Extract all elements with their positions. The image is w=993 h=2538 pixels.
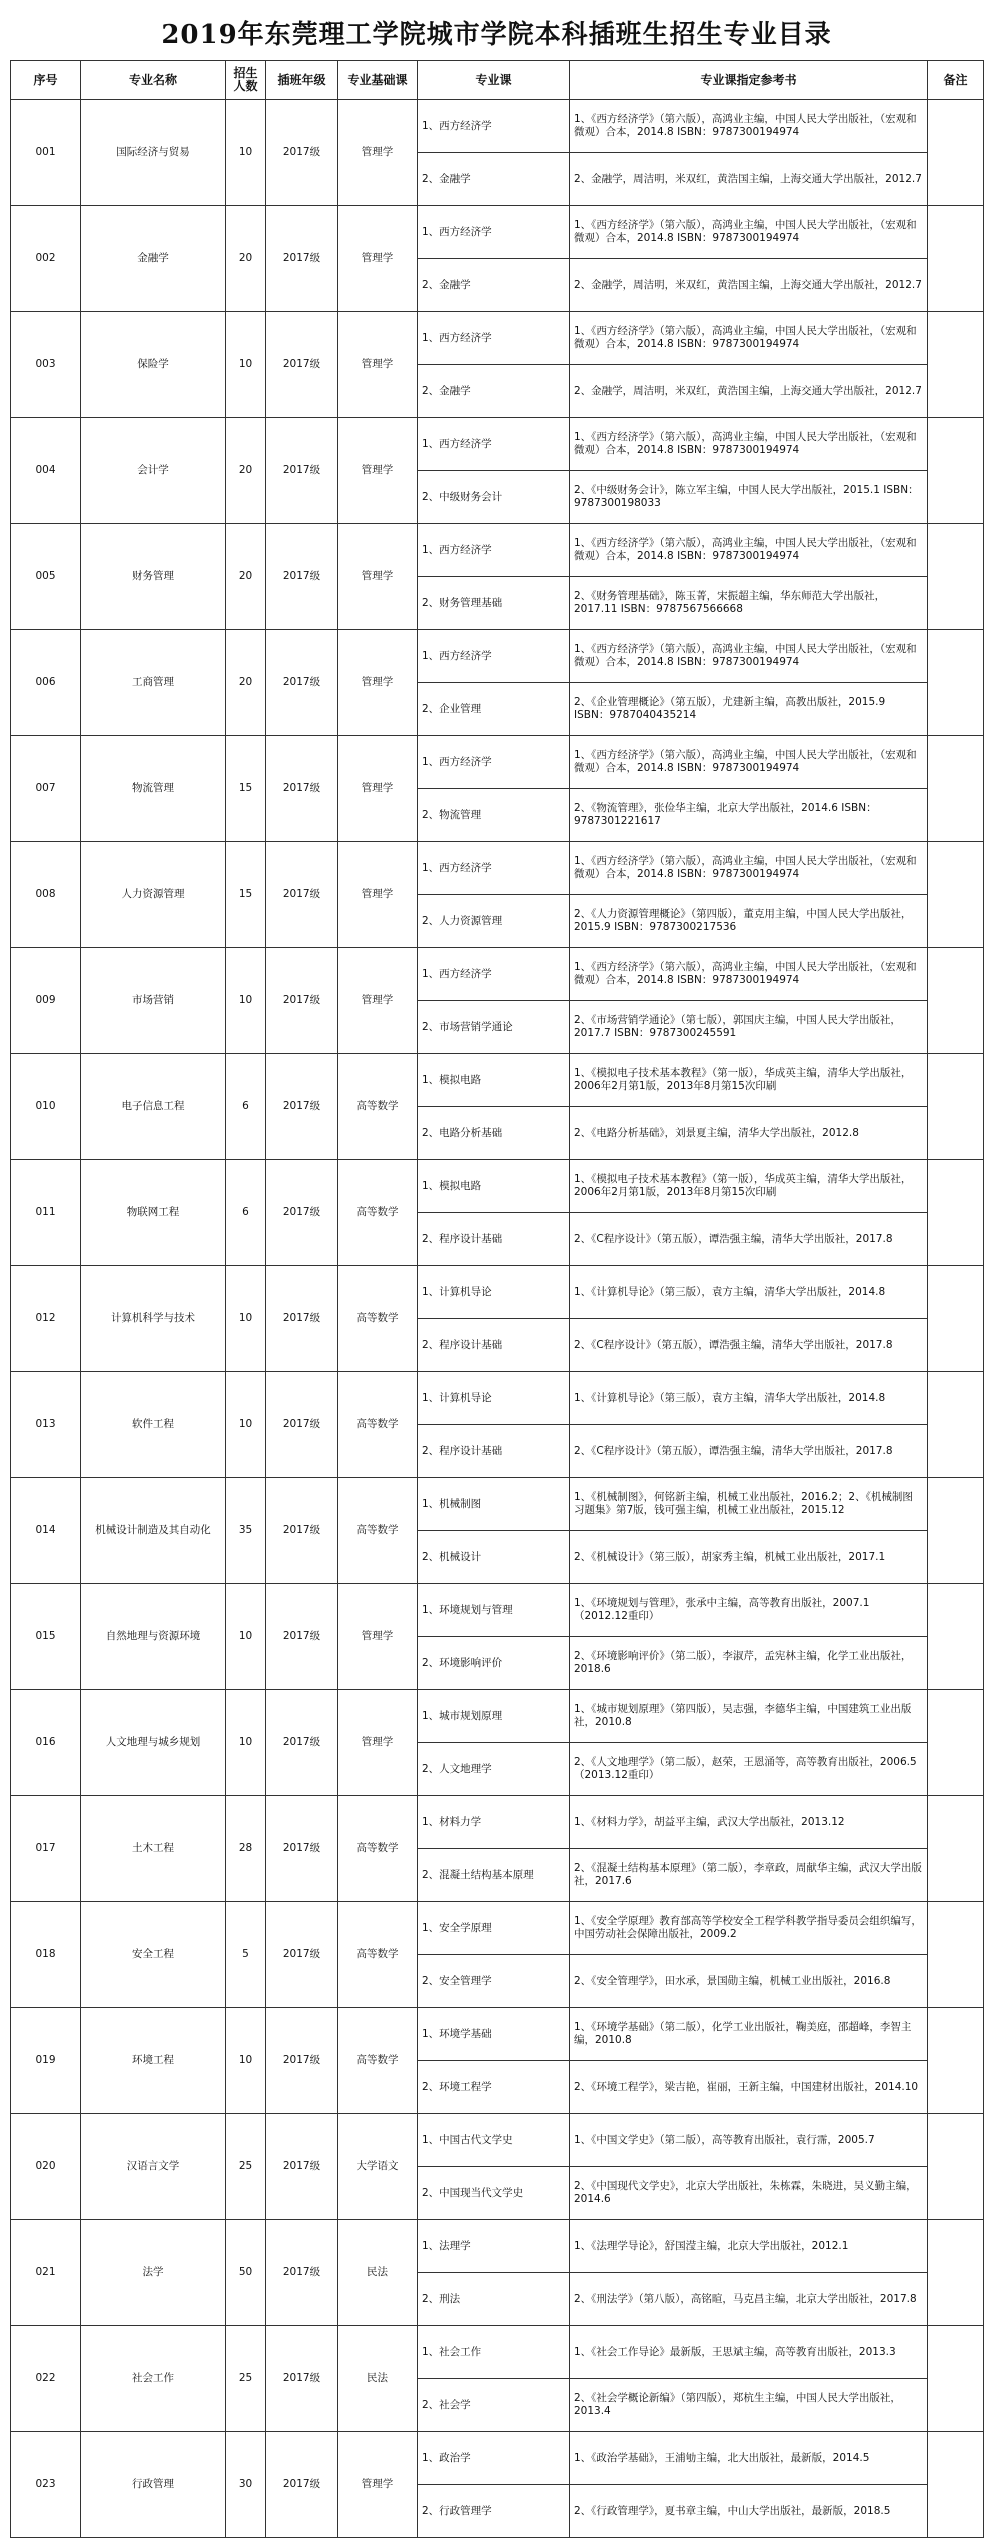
- major-course: 2、中级财务会计: [418, 471, 570, 524]
- reference-book: 1、《环境规划与管理》，张承中主编，高等教育出版社，2007.1（2012.12重印）: [570, 1584, 928, 1637]
- major-course: 1、政治学: [418, 2432, 570, 2485]
- transfer-grade: 2017级: [266, 2432, 338, 2538]
- col-header-course: 专业课: [418, 61, 570, 100]
- reference-book: 2、《电路分析基础》，刘景夏主编，清华大学出版社，2012.8: [570, 1107, 928, 1160]
- major-course: 1、中国古代文学史: [418, 2114, 570, 2167]
- reference-book: 2、《社会学概论新编》（第四版），郑杭生主编，中国人民大学出版社，2013.4: [570, 2379, 928, 2432]
- reference-book: 1、《西方经济学》（第六版），高鸿业主编，中国人民大学出版社，（宏观和微观）合本，2014.8 ISBN：9787300194974: [570, 630, 928, 683]
- reference-book: 1、《政治学基础》，王浦劬主编，北大出版社，最新版，2014.5: [570, 2432, 928, 2485]
- table-row: [11, 1902, 984, 1955]
- reference-book: 1、《西方经济学》（第六版），高鸿业主编，中国人民大学出版社，（宏观和微观）合本，2014.8 ISBN：9787300194974: [570, 736, 928, 789]
- major-name: 土木工程: [81, 1796, 226, 1902]
- enrollment-count: 6: [226, 1054, 266, 1160]
- major-course: 2、环境影响评价: [418, 1637, 570, 1690]
- transfer-grade: 2017级: [266, 206, 338, 312]
- major-course: 1、西方经济学: [418, 736, 570, 789]
- transfer-grade: 2017级: [266, 2220, 338, 2326]
- major-course: 1、法理学: [418, 2220, 570, 2273]
- reference-book: 1、《模拟电子技术基本教程》（第一版），华成英主编，清华大学出版社，2006年2月第1版，2013年8月第15次印刷: [570, 1160, 928, 1213]
- remark-cell: [928, 1690, 984, 1796]
- table-row: [11, 524, 984, 577]
- table-row: [11, 2220, 984, 2273]
- remark-cell: [928, 2326, 984, 2432]
- major-course: 2、人力资源管理: [418, 895, 570, 948]
- transfer-grade: 2017级: [266, 418, 338, 524]
- enrollment-count: 10: [226, 1266, 266, 1372]
- transfer-grade: 2017级: [266, 736, 338, 842]
- base-course: 管理学: [338, 2432, 418, 2538]
- enrollment-count: 20: [226, 524, 266, 630]
- major-course: 2、中国现当代文学史: [418, 2167, 570, 2220]
- remark-cell: [928, 630, 984, 736]
- major-name: 电子信息工程: [81, 1054, 226, 1160]
- remark-cell: [928, 1266, 984, 1372]
- transfer-grade: 2017级: [266, 1796, 338, 1902]
- major-course: 1、环境学基础: [418, 2008, 570, 2061]
- reference-book: 1、《西方经济学》（第六版），高鸿业主编，中国人民大学出版社，（宏观和微观）合本，2014.8 ISBN：9787300194974: [570, 524, 928, 577]
- major-name: 法学: [81, 2220, 226, 2326]
- row-number: 012: [11, 1266, 81, 1372]
- remark-cell: [928, 1902, 984, 2008]
- major-course: 1、西方经济学: [418, 100, 570, 153]
- remark-cell: [928, 2008, 984, 2114]
- row-number: 004: [11, 418, 81, 524]
- major-name: 会计学: [81, 418, 226, 524]
- table-row: [11, 2326, 984, 2379]
- remark-cell: [928, 312, 984, 418]
- enrollment-count: 10: [226, 100, 266, 206]
- major-course: 2、企业管理: [418, 683, 570, 736]
- reference-book: 2、《财务管理基础》，陈玉菁，宋振超主编，华东师范大学出版社，2017.11 ISBN：9787567566668: [570, 577, 928, 630]
- table-row: [11, 1054, 984, 1107]
- base-course: 管理学: [338, 948, 418, 1054]
- remark-cell: [928, 2432, 984, 2538]
- col-header-count: 招生人数: [226, 61, 266, 100]
- remark-cell: [928, 206, 984, 312]
- row-number: 010: [11, 1054, 81, 1160]
- transfer-grade: 2017级: [266, 100, 338, 206]
- enrollment-count: 10: [226, 1584, 266, 1690]
- reference-book: 1、《城市规划原理》（第四版），吴志强，李德华主编，中国建筑工业出版社，2010.8: [570, 1690, 928, 1743]
- table-row: [11, 736, 984, 789]
- enrollment-count: 6: [226, 1160, 266, 1266]
- major-course: 2、电路分析基础: [418, 1107, 570, 1160]
- reference-book: 2、《刑法学》（第八版），高铭暄，马克昌主编，北京大学出版社，2017.8: [570, 2273, 928, 2326]
- major-name: 社会工作: [81, 2326, 226, 2432]
- row-number: 008: [11, 842, 81, 948]
- transfer-grade: 2017级: [266, 1160, 338, 1266]
- table-row: [11, 1160, 984, 1213]
- reference-book: 1、《西方经济学》（第六版），高鸿业主编，中国人民大学出版社，（宏观和微观）合本，2014.8 ISBN：9787300194974: [570, 842, 928, 895]
- remark-cell: [928, 1796, 984, 1902]
- remark-cell: [928, 418, 984, 524]
- reference-book: 2、金融学，周洁明，米双红，黄浩国主编，上海交通大学出版社，2012.7: [570, 365, 928, 418]
- transfer-grade: 2017级: [266, 312, 338, 418]
- table-row: [11, 312, 984, 365]
- reference-book: 1、《计算机导论》（第三版），袁方主编，清华大学出版社，2014.8: [570, 1372, 928, 1425]
- major-name: 行政管理: [81, 2432, 226, 2538]
- row-number: 016: [11, 1690, 81, 1796]
- base-course: 管理学: [338, 206, 418, 312]
- base-course: 管理学: [338, 1584, 418, 1690]
- col-header-remark: 备注: [928, 61, 984, 100]
- reference-book: 2、《C程序设计》（第五版），谭浩强主编，清华大学出版社，2017.8: [570, 1213, 928, 1266]
- major-course: 2、环境工程学: [418, 2061, 570, 2114]
- reference-book: 2、《人力资源管理概论》（第四版），董克用主编，中国人民大学出版社，2015.9 ISBN：9787300217536: [570, 895, 928, 948]
- base-course: 管理学: [338, 1690, 418, 1796]
- row-number: 018: [11, 1902, 81, 2008]
- major-course: 1、模拟电路: [418, 1160, 570, 1213]
- major-course: 2、财务管理基础: [418, 577, 570, 630]
- transfer-grade: 2017级: [266, 842, 338, 948]
- base-course: 高等数学: [338, 1372, 418, 1478]
- major-name: 环境工程: [81, 2008, 226, 2114]
- major-course: 1、计算机导论: [418, 1266, 570, 1319]
- transfer-grade: 2017级: [266, 1902, 338, 2008]
- reference-book: 2、《C程序设计》（第五版），谭浩强主编，清华大学出版社，2017.8: [570, 1319, 928, 1372]
- enrollment-count: 20: [226, 206, 266, 312]
- reference-book: 2、《中级财务会计》，陈立军主编，中国人民大学出版社，2015.1 ISBN：9787300198033: [570, 471, 928, 524]
- base-course: 民法: [338, 2326, 418, 2432]
- enrollment-count: 20: [226, 630, 266, 736]
- col-header-book: 专业课指定参考书: [570, 61, 928, 100]
- major-course: 1、西方经济学: [418, 418, 570, 471]
- reference-book: 1、《西方经济学》（第六版），高鸿业主编，中国人民大学出版社，（宏观和微观）合本，2014.8 ISBN：9787300194974: [570, 948, 928, 1001]
- major-course: 2、物流管理: [418, 789, 570, 842]
- reference-book: 1、《材料力学》，胡益平主编，武汉大学出版社，2013.12: [570, 1796, 928, 1849]
- reference-book: 1、《西方经济学》（第六版），高鸿业主编，中国人民大学出版社，（宏观和微观）合本，2014.8 ISBN：9787300194974: [570, 418, 928, 471]
- enrollment-count: 28: [226, 1796, 266, 1902]
- enrollment-count: 10: [226, 2008, 266, 2114]
- table-body: [11, 100, 984, 2538]
- reference-book: 1、《西方经济学》（第六版），高鸿业主编，中国人民大学出版社，（宏观和微观）合本，2014.8 ISBN：9787300194974: [570, 312, 928, 365]
- row-number: 002: [11, 206, 81, 312]
- major-course: 1、材料力学: [418, 1796, 570, 1849]
- base-course: 管理学: [338, 842, 418, 948]
- remark-cell: [928, 842, 984, 948]
- remark-cell: [928, 2114, 984, 2220]
- reference-book: 2、《安全管理学》，田水承，景国勋主编，机械工业出版社，2016.8: [570, 1955, 928, 2008]
- reference-book: 1、《安全学原理》教育部高等学校安全工程学科教学指导委员会组织编写，中国劳动社会保障出版社，2009.2: [570, 1902, 928, 1955]
- remark-cell: [928, 1160, 984, 1266]
- major-course: 2、安全管理学: [418, 1955, 570, 2008]
- reference-book: 2、金融学，周洁明，米双红，黄浩国主编，上海交通大学出版社，2012.7: [570, 153, 928, 206]
- reference-book: 2、《机械设计》（第三版），胡家秀主编，机械工业出版社，2017.1: [570, 1531, 928, 1584]
- table-row: [11, 1266, 984, 1319]
- reference-book: 2、《环境工程学》，梁吉艳，崔丽，王新主编，中国建材出版社，2014.10: [570, 2061, 928, 2114]
- major-course: 1、城市规划原理: [418, 1690, 570, 1743]
- reference-book: 1、《西方经济学》（第六版），高鸿业主编，中国人民大学出版社，（宏观和微观）合本，2014.8 ISBN：9787300194974: [570, 100, 928, 153]
- base-course: 高等数学: [338, 1054, 418, 1160]
- base-course: 高等数学: [338, 2008, 418, 2114]
- reference-book: 2、《市场营销学通论》（第七版），郭国庆主编，中国人民大学出版社，2017.7 ISBN：9787300245591: [570, 1001, 928, 1054]
- major-course: 1、安全学原理: [418, 1902, 570, 1955]
- reference-book: 1、《社会工作导论》最新版，王思斌主编，高等教育出版社，2013.3: [570, 2326, 928, 2379]
- major-name: 市场营销: [81, 948, 226, 1054]
- row-number: 007: [11, 736, 81, 842]
- reference-book: 1、《机械制图》，何铭新主编，机械工业出版社，2016.2；2、《机械制图习题集》第7版，钱可强主编，机械工业出版社，2015.12: [570, 1478, 928, 1531]
- row-number: 015: [11, 1584, 81, 1690]
- enrollment-count: 25: [226, 2326, 266, 2432]
- transfer-grade: 2017级: [266, 630, 338, 736]
- col-header-grade: 插班年级: [266, 61, 338, 100]
- row-number: 021: [11, 2220, 81, 2326]
- table-row: [11, 2008, 984, 2061]
- enrollment-count: 15: [226, 842, 266, 948]
- enrollment-count: 20: [226, 418, 266, 524]
- transfer-grade: 2017级: [266, 1690, 338, 1796]
- enrollment-count: 35: [226, 1478, 266, 1584]
- base-course: 管理学: [338, 418, 418, 524]
- reference-book: 2、《环境影响评价》（第二版），李淑芹，孟宪林主编，化学工业出版社，2018.6: [570, 1637, 928, 1690]
- major-course: 2、金融学: [418, 259, 570, 312]
- major-name: 软件工程: [81, 1372, 226, 1478]
- major-name: 物流管理: [81, 736, 226, 842]
- row-number: 005: [11, 524, 81, 630]
- table-row: [11, 1690, 984, 1743]
- transfer-grade: 2017级: [266, 1266, 338, 1372]
- remark-cell: [928, 948, 984, 1054]
- major-course: 2、机械设计: [418, 1531, 570, 1584]
- base-course: 民法: [338, 2220, 418, 2326]
- enrollment-count: 10: [226, 948, 266, 1054]
- enrollment-count: 5: [226, 1902, 266, 2008]
- transfer-grade: 2017级: [266, 1372, 338, 1478]
- base-course: 管理学: [338, 736, 418, 842]
- remark-cell: [928, 100, 984, 206]
- reference-book: 2、《中国现代文学史》，北京大学出版社，朱栋霖，朱晓进，吴义勤主编，2014.6: [570, 2167, 928, 2220]
- major-name: 安全工程: [81, 1902, 226, 2008]
- remark-cell: [928, 1584, 984, 1690]
- row-number: 022: [11, 2326, 81, 2432]
- reference-book: 2、《行政管理学》，夏书章主编，中山大学出版社，最新版，2018.5: [570, 2485, 928, 2538]
- table-row: [11, 842, 984, 895]
- reference-book: 2、金融学，周洁明，米双红，黄浩国主编，上海交通大学出版社，2012.7: [570, 259, 928, 312]
- table-row: [11, 2432, 984, 2485]
- transfer-grade: 2017级: [266, 948, 338, 1054]
- table-row: [11, 630, 984, 683]
- major-course: 1、环境规划与管理: [418, 1584, 570, 1637]
- row-number: 009: [11, 948, 81, 1054]
- transfer-grade: 2017级: [266, 2114, 338, 2220]
- table-row: [11, 1372, 984, 1425]
- remark-cell: [928, 2220, 984, 2326]
- major-course: 1、西方经济学: [418, 630, 570, 683]
- row-number: 014: [11, 1478, 81, 1584]
- major-course: 2、社会学: [418, 2379, 570, 2432]
- major-course: 1、西方经济学: [418, 206, 570, 259]
- major-name: 物联网工程: [81, 1160, 226, 1266]
- transfer-grade: 2017级: [266, 2008, 338, 2114]
- major-course: 2、金融学: [418, 365, 570, 418]
- remark-cell: [928, 1478, 984, 1584]
- enrollment-count: 50: [226, 2220, 266, 2326]
- reference-book: 1、《西方经济学》（第六版），高鸿业主编，中国人民大学出版社，（宏观和微观）合本，2014.8 ISBN：9787300194974: [570, 206, 928, 259]
- major-name: 工商管理: [81, 630, 226, 736]
- col-header-base-course: 专业基础课: [338, 61, 418, 100]
- row-number: 017: [11, 1796, 81, 1902]
- major-course: 1、模拟电路: [418, 1054, 570, 1107]
- row-number: 020: [11, 2114, 81, 2220]
- enrollment-count: 25: [226, 2114, 266, 2220]
- reference-book: 1、《法理学导论》，舒国滢主编，北京大学出版社，2012.1: [570, 2220, 928, 2273]
- major-course: 1、计算机导论: [418, 1372, 570, 1425]
- enrollment-count: 10: [226, 1690, 266, 1796]
- table-row: [11, 100, 984, 153]
- major-name: 金融学: [81, 206, 226, 312]
- base-course: 管理学: [338, 100, 418, 206]
- base-course: 高等数学: [338, 1902, 418, 2008]
- major-course: 1、机械制图: [418, 1478, 570, 1531]
- major-course: 2、程序设计基础: [418, 1319, 570, 1372]
- table-row: [11, 2114, 984, 2167]
- major-course: 2、人文地理学: [418, 1743, 570, 1796]
- row-number: 003: [11, 312, 81, 418]
- major-course: 2、行政管理学: [418, 2485, 570, 2538]
- transfer-grade: 2017级: [266, 1054, 338, 1160]
- major-course: 2、刑法: [418, 2273, 570, 2326]
- reference-book: 2、《物流管理》，张俭华主编，北京大学出版社，2014.6 ISBN：9787301221617: [570, 789, 928, 842]
- base-course: 高等数学: [338, 1160, 418, 1266]
- page-title: 2019年东莞理工学院城市学院本科插班生招生专业目录: [161, 20, 832, 50]
- major-name: 国际经济与贸易: [81, 100, 226, 206]
- remark-cell: [928, 1372, 984, 1478]
- base-course: 高等数学: [338, 1266, 418, 1372]
- major-course: 1、西方经济学: [418, 948, 570, 1001]
- major-course: 2、混凝土结构基本原理: [418, 1849, 570, 1902]
- major-course: 2、程序设计基础: [418, 1213, 570, 1266]
- transfer-grade: 2017级: [266, 1478, 338, 1584]
- reference-book: 2、《企业管理概论》（第五版），尤建新主编，高教出版社，2015.9 ISBN：9787040435214: [570, 683, 928, 736]
- table-row: [11, 206, 984, 259]
- row-number: 006: [11, 630, 81, 736]
- row-number: 013: [11, 1372, 81, 1478]
- table-row: [11, 418, 984, 471]
- enrollment-count: 15: [226, 736, 266, 842]
- base-course: 高等数学: [338, 1796, 418, 1902]
- reference-book: 1、《环境学基础》（第二版），化学工业出版社，鞠美庭，邵超峰，李智主编，2010.8: [570, 2008, 928, 2061]
- major-course: 2、金融学: [418, 153, 570, 206]
- transfer-grade: 2017级: [266, 2326, 338, 2432]
- major-name: 财务管理: [81, 524, 226, 630]
- major-course: 1、西方经济学: [418, 312, 570, 365]
- major-name: 机械设计制造及其自动化: [81, 1478, 226, 1584]
- base-course: 大学语文: [338, 2114, 418, 2220]
- reference-book: 1、《中国文学史》（第二版），高等教育出版社，袁行霈，2005.7: [570, 2114, 928, 2167]
- major-course: 1、社会工作: [418, 2326, 570, 2379]
- major-course: 2、市场营销学通论: [418, 1001, 570, 1054]
- row-number: 019: [11, 2008, 81, 2114]
- transfer-grade: 2017级: [266, 524, 338, 630]
- row-number: 023: [11, 2432, 81, 2538]
- reference-book: 2、《C程序设计》（第五版），谭浩强主编，清华大学出版社，2017.8: [570, 1425, 928, 1478]
- major-course: 1、西方经济学: [418, 524, 570, 577]
- table-row: [11, 948, 984, 1001]
- remark-cell: [928, 1054, 984, 1160]
- reference-book: 2、《混凝土结构基本原理》（第二版），李章政，周献华主编，武汉大学出版社，2017.6: [570, 1849, 928, 1902]
- enrollment-count: 10: [226, 1372, 266, 1478]
- base-course: 管理学: [338, 630, 418, 736]
- col-header-major: 专业名称: [81, 61, 226, 100]
- remark-cell: [928, 736, 984, 842]
- major-course: 1、西方经济学: [418, 842, 570, 895]
- enrollment-count: 30: [226, 2432, 266, 2538]
- row-number: 011: [11, 1160, 81, 1266]
- table-row: [11, 1478, 984, 1531]
- table-row: [11, 1796, 984, 1849]
- col-header-no: 序号: [11, 61, 81, 100]
- base-course: 管理学: [338, 524, 418, 630]
- major-name: 自然地理与资源环境: [81, 1584, 226, 1690]
- table-row: [11, 1584, 984, 1637]
- reference-book: 1、《计算机导论》（第三版），袁方主编，清华大学出版社，2014.8: [570, 1266, 928, 1319]
- major-name: 人文地理与城乡规划: [81, 1690, 226, 1796]
- transfer-grade: 2017级: [266, 1584, 338, 1690]
- major-name: 人力资源管理: [81, 842, 226, 948]
- major-name: 保险学: [81, 312, 226, 418]
- enrollment-count: 10: [226, 312, 266, 418]
- remark-cell: [928, 524, 984, 630]
- major-course: 2、程序设计基础: [418, 1425, 570, 1478]
- row-number: 001: [11, 100, 81, 206]
- base-course: 管理学: [338, 312, 418, 418]
- major-name: 计算机科学与技术: [81, 1266, 226, 1372]
- major-name: 汉语言文学: [81, 2114, 226, 2220]
- reference-book: 2、《人文地理学》（第二版），赵荣，王恩涌等，高等教育出版社，2006.5（2013.12重印）: [570, 1743, 928, 1796]
- base-course: 高等数学: [338, 1478, 418, 1584]
- catalog-table: [10, 60, 984, 2538]
- reference-book: 1、《模拟电子技术基本教程》（第一版），华成英主编，清华大学出版社，2006年2月第1版，2013年8月第15次印刷: [570, 1054, 928, 1107]
- header-row: [11, 61, 984, 100]
